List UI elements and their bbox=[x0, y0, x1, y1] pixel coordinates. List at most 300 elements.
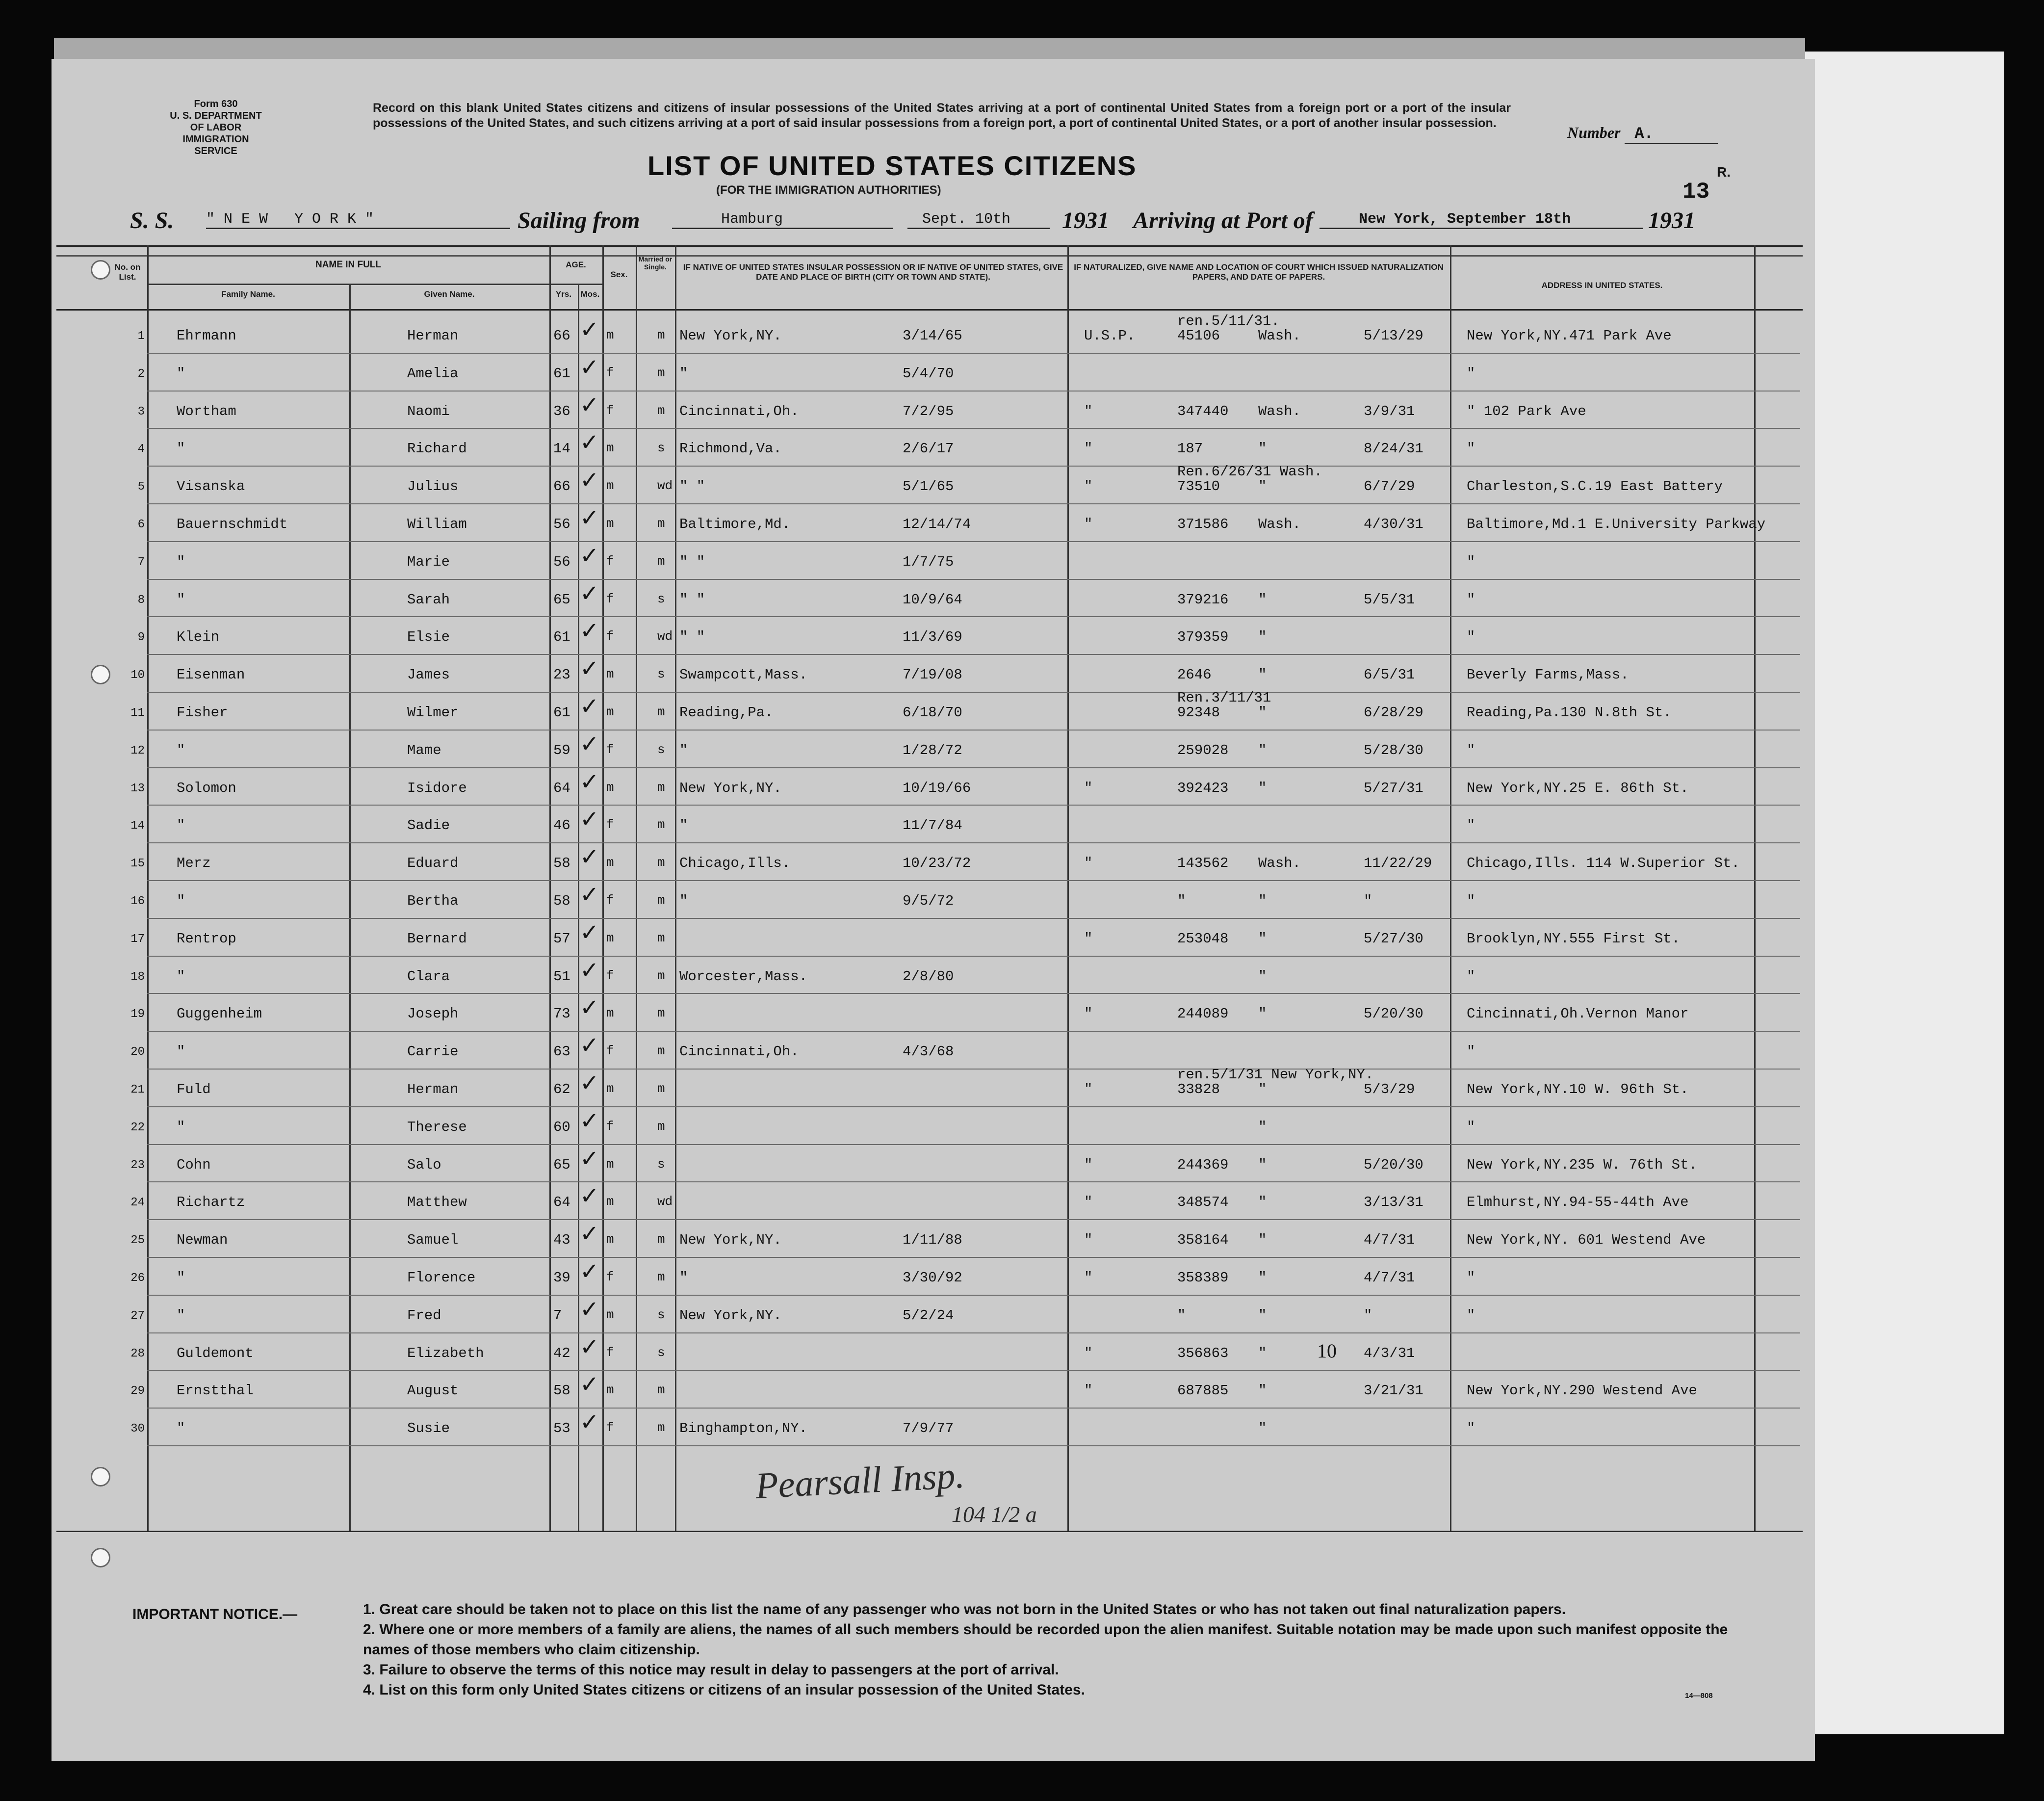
table-cell-naturalization-date: 3/21/31 bbox=[1364, 1383, 1423, 1399]
table-cell-naturalization-date: 5/5/31 bbox=[1364, 591, 1415, 608]
table-cell-naturalization-date: 3/9/31 bbox=[1364, 403, 1415, 419]
table-cell-birth-date: 9/5/72 bbox=[903, 893, 954, 909]
ship-name: " N E W Y O R K " bbox=[206, 211, 510, 229]
table-cell-sex: f bbox=[606, 365, 614, 380]
table-cell-age-years: 57 bbox=[553, 930, 570, 947]
table-cell-naturalization-date: 6/7/29 bbox=[1364, 478, 1415, 495]
table-cell-naturalization-number: 244089 bbox=[1177, 1006, 1229, 1022]
table-cell-given-name: Eduard bbox=[407, 855, 459, 872]
row-rule bbox=[147, 579, 1800, 580]
table-cell-marital-status: m bbox=[657, 817, 665, 833]
ss-label: S. S. bbox=[130, 208, 174, 234]
table-cell-age-years: 60 bbox=[553, 1119, 570, 1135]
table-cell-age-years: 73 bbox=[553, 1006, 570, 1022]
sailing-date: Sept. 10th bbox=[907, 211, 1050, 229]
row-rule bbox=[147, 466, 1800, 467]
table-cell-naturalization-prefix: " bbox=[1084, 1232, 1093, 1249]
table-cell-family-name: " bbox=[177, 817, 185, 834]
table-cell-marital-status: s bbox=[657, 1156, 665, 1172]
row-rule bbox=[147, 767, 1800, 768]
table-cell-family-name: Rentrop bbox=[177, 930, 236, 947]
table-cell-sex: f bbox=[606, 968, 614, 983]
table-cell-naturalization-prefix: " bbox=[1084, 1345, 1093, 1361]
row-rule bbox=[147, 1144, 1800, 1145]
table-cell-birth-date: 5/2/24 bbox=[903, 1307, 954, 1324]
table-cell-naturalization-prefix: " bbox=[1084, 1194, 1093, 1211]
table-cell-naturalization-number: 358389 bbox=[1177, 1270, 1229, 1286]
table-cell-naturalization-number: 259028 bbox=[1177, 742, 1229, 758]
checkmark-icon: ✓ bbox=[581, 1107, 597, 1137]
table-cell-address: Brooklyn,NY.555 First St. bbox=[1467, 930, 1681, 947]
table-cell-naturalization-court: Wash. bbox=[1258, 403, 1301, 419]
table-cell-naturalization-note: Ren.6/26/31 Wash. bbox=[1177, 464, 1322, 480]
table-cell-sex: f bbox=[606, 742, 614, 757]
table-cell-sex: m bbox=[606, 1156, 614, 1172]
row-rule bbox=[147, 1031, 1800, 1032]
table-cell-naturalization-court: " bbox=[1258, 1307, 1267, 1324]
row-rule bbox=[147, 353, 1800, 354]
table-cell-row-number: 26 bbox=[130, 1272, 145, 1285]
col-divider bbox=[147, 245, 149, 1531]
table-cell-sex: f bbox=[606, 591, 614, 606]
table-cell-naturalization-number: 244369 bbox=[1177, 1156, 1229, 1173]
table-cell-birth-date: 6/18/70 bbox=[903, 705, 962, 721]
table-cell-given-name: Marie bbox=[407, 553, 450, 570]
table-cell-row-number: 7 bbox=[137, 555, 145, 569]
row-rule bbox=[147, 1181, 1800, 1182]
table-cell-given-name: Therese bbox=[407, 1119, 467, 1135]
row-rule bbox=[147, 730, 1800, 731]
table-cell-naturalization-court: " bbox=[1258, 1345, 1267, 1361]
row-rule bbox=[147, 541, 1800, 542]
table-cell-naturalization-number: 143562 bbox=[1177, 855, 1229, 872]
table-cell-given-name: Richard bbox=[407, 441, 467, 457]
table-cell-row-number: 27 bbox=[130, 1309, 145, 1323]
table-cell-address: " bbox=[1467, 365, 1475, 382]
table-cell-age-years: 51 bbox=[553, 968, 570, 985]
table-cell-naturalization-court: " bbox=[1258, 1006, 1267, 1022]
table-cell-age-years: 23 bbox=[553, 667, 570, 683]
page-subtitle: (FOR THE IMMIGRATION AUTHORITIES) bbox=[716, 183, 941, 197]
table-cell-naturalization-date: " bbox=[1364, 893, 1372, 909]
checkmark-icon: ✓ bbox=[581, 1371, 597, 1401]
table-cell-row-number: 14 bbox=[130, 819, 145, 833]
checkmark-icon: ✓ bbox=[581, 918, 597, 949]
table-cell-marital-status: wd bbox=[657, 1194, 673, 1209]
table-cell-marital-status: m bbox=[657, 1270, 665, 1284]
checkmark-icon: ✓ bbox=[581, 391, 597, 421]
table-top-border bbox=[56, 245, 1803, 247]
col-header-native: IF NATIVE OF UNITED STATES INSULAR POSSESSION OR IF NATIVE OF UNITED STATES, GIVE DATE AND PLACE OF BIRTH (CITY OR TOWN AND STATE). bbox=[683, 262, 1063, 282]
col-divider bbox=[636, 245, 637, 1531]
table-cell-naturalization-prefix: " bbox=[1084, 403, 1093, 419]
table-cell-naturalization-date: 5/27/30 bbox=[1364, 930, 1423, 947]
row-rule bbox=[147, 805, 1800, 806]
table-cell-age-years: 62 bbox=[553, 1081, 570, 1097]
table-cell-sex: m bbox=[606, 441, 614, 456]
table-cell-naturalization-court: " bbox=[1258, 742, 1267, 758]
table-cell-sex: m bbox=[606, 478, 614, 494]
table-cell-given-name: Sadie bbox=[407, 817, 450, 834]
table-cell-marital-status: m bbox=[657, 1119, 665, 1134]
table-cell-given-name: Elsie bbox=[407, 629, 450, 646]
table-cell-address: Elmhurst,NY.94-55-44th Ave bbox=[1467, 1194, 1689, 1211]
row-rule bbox=[147, 1295, 1800, 1296]
table-cell-address: Reading,Pa.130 N.8th St. bbox=[1467, 705, 1672, 721]
table-cell-given-name: Sarah bbox=[407, 591, 450, 608]
table-cell-given-name: Amelia bbox=[407, 365, 459, 382]
table-cell-given-name: Samuel bbox=[407, 1232, 459, 1249]
table-cell-given-name: Elizabeth bbox=[407, 1345, 484, 1361]
table-cell-naturalization-date: 5/27/31 bbox=[1364, 780, 1423, 796]
table-cell-family-name: " bbox=[177, 1119, 185, 1135]
table-cell-marital-status: wd bbox=[657, 629, 673, 644]
table-cell-marital-status: m bbox=[657, 780, 665, 795]
table-cell-birth-date: 5/1/65 bbox=[903, 478, 954, 495]
table-cell-birth-date: 3/30/92 bbox=[903, 1270, 962, 1286]
table-cell-naturalization-number: 371586 bbox=[1177, 516, 1229, 532]
table-cell-birth-date: 4/3/68 bbox=[903, 1044, 954, 1060]
checkmark-icon: ✓ bbox=[581, 353, 597, 384]
table-cell-naturalization-court: " bbox=[1258, 1156, 1267, 1173]
checkmark-icon: ✓ bbox=[581, 1145, 597, 1175]
table-cell-row-number: 29 bbox=[130, 1384, 145, 1398]
table-cell-naturalization-note: Ren.3/11/31 bbox=[1177, 690, 1271, 706]
row-rule bbox=[147, 391, 1800, 392]
table-cell-birthplace: " " bbox=[679, 478, 705, 495]
table-cell-marital-status: m bbox=[657, 855, 665, 870]
checkmark-icon: ✓ bbox=[581, 881, 597, 911]
table-cell-sex: m bbox=[606, 1194, 614, 1209]
table-cell-naturalization-prefix: " bbox=[1084, 780, 1093, 796]
table-cell-naturalization-court: " bbox=[1258, 1081, 1267, 1097]
col-header-sex: Sex. bbox=[610, 270, 628, 279]
table-cell-sex: f bbox=[606, 1119, 614, 1134]
row-rule bbox=[147, 1408, 1800, 1409]
table-cell-age-years: 58 bbox=[553, 893, 570, 909]
table-cell-birthplace: Swampcott,Mass. bbox=[679, 667, 808, 683]
table-cell-naturalization-date: 8/24/31 bbox=[1364, 441, 1423, 457]
table-cell-marital-status: s bbox=[657, 742, 665, 757]
table-cell-marital-status: m bbox=[657, 553, 665, 569]
table-cell-row-number: 21 bbox=[130, 1083, 145, 1096]
table-cell-marital-status: m bbox=[657, 705, 665, 719]
table-cell-address: " bbox=[1467, 742, 1475, 758]
table-cell-address: " bbox=[1467, 1119, 1475, 1135]
table-cell-naturalization-date: 5/20/30 bbox=[1364, 1156, 1423, 1173]
table-cell-row-number: 17 bbox=[130, 932, 145, 946]
table-cell-age-years: 64 bbox=[553, 780, 570, 796]
table-cell-family-name: Guggenheim bbox=[177, 1006, 262, 1022]
table-cell-age-years: 42 bbox=[553, 1345, 570, 1361]
col-header-given: Given Name. bbox=[424, 289, 475, 299]
row-rule bbox=[147, 842, 1800, 843]
row-rule bbox=[147, 956, 1800, 957]
table-cell-row-number: 20 bbox=[130, 1045, 145, 1059]
col-divider bbox=[675, 245, 676, 1531]
table-cell-naturalization-number: 2646 bbox=[1177, 667, 1212, 683]
table-cell-age-years: 61 bbox=[553, 705, 570, 721]
table-cell-naturalization-prefix: " bbox=[1084, 478, 1093, 495]
table-cell-marital-status: s bbox=[657, 1307, 665, 1322]
table-cell-row-number: 23 bbox=[130, 1158, 145, 1172]
table-cell-address: Cincinnati,Oh.Vernon Manor bbox=[1467, 1006, 1689, 1022]
table-cell-naturalization-number: 348574 bbox=[1177, 1194, 1229, 1211]
table-cell-address: New York,NY.10 W. 96th St. bbox=[1467, 1081, 1689, 1097]
table-cell-address: New York,NY.235 W. 76th St. bbox=[1467, 1156, 1697, 1173]
table-cell-family-name: Klein bbox=[177, 629, 220, 646]
table-cell-naturalization-court: " bbox=[1258, 968, 1267, 985]
table-cell-sex: f bbox=[606, 629, 614, 644]
table-cell-given-name: William bbox=[407, 516, 467, 532]
table-cell-row-number: 25 bbox=[130, 1234, 145, 1248]
table-cell-birthplace: New York,NY. bbox=[679, 780, 782, 796]
table-cell-given-name: Isidore bbox=[407, 780, 467, 796]
row-rule bbox=[147, 1069, 1800, 1070]
table-cell-row-number: 12 bbox=[130, 744, 145, 757]
page-title: LIST OF UNITED STATES CITIZENS bbox=[647, 150, 1137, 181]
table-cell-address: New York,NY.25 E. 86th St. bbox=[1467, 780, 1689, 796]
checkmark-icon: ✓ bbox=[581, 1295, 597, 1326]
table-cell-family-name: Cohn bbox=[177, 1156, 211, 1173]
table-cell-sex: m bbox=[606, 705, 614, 719]
table-cell-family-name: Wortham bbox=[177, 403, 236, 419]
age-header-rule bbox=[549, 284, 603, 285]
table-cell-row-number: 30 bbox=[130, 1422, 145, 1436]
table-cell-marital-status: m bbox=[657, 516, 665, 531]
table-cell-row-number: 28 bbox=[130, 1347, 145, 1360]
table-cell-naturalization-note: ren.5/11/31. bbox=[1177, 313, 1280, 329]
table-cell-age-years: 65 bbox=[553, 1156, 570, 1173]
table-cell-birthplace: Cincinnati,Oh. bbox=[679, 403, 799, 419]
table-cell-sex: m bbox=[606, 667, 614, 682]
sailing-year: 1931 bbox=[1062, 208, 1109, 234]
table-cell-marital-status: m bbox=[657, 930, 665, 945]
table-cell-naturalization-number: 379216 bbox=[1177, 591, 1229, 608]
table-cell-age-years: 36 bbox=[553, 403, 570, 419]
table-cell-naturalization-prefix: " bbox=[1084, 855, 1093, 872]
table-cell-marital-status: m bbox=[657, 968, 665, 983]
inspector-signature: Pearsall Insp. bbox=[754, 1454, 966, 1507]
table-cell-sex: f bbox=[606, 1345, 614, 1360]
table-cell-naturalization-number: 187 bbox=[1177, 441, 1203, 457]
row-rule bbox=[147, 1219, 1800, 1220]
table-cell-given-name: Carrie bbox=[407, 1044, 459, 1060]
table-cell-address: Chicago,Ills. 114 W.Superior St. bbox=[1467, 855, 1740, 872]
table-cell-address: " 102 Park Ave bbox=[1467, 403, 1586, 419]
table-cell-sex: m bbox=[606, 516, 614, 531]
table-cell-family-name: Fisher bbox=[177, 705, 228, 721]
table-cell-marital-status: m bbox=[657, 893, 665, 908]
table-cell-row-number: 5 bbox=[137, 480, 145, 494]
table-cell-birthplace: " " bbox=[679, 591, 705, 608]
table-cell-sex: f bbox=[606, 817, 614, 833]
col-header-address: ADDRESS IN UNITED STATES. bbox=[1541, 281, 1663, 290]
row-rule bbox=[147, 692, 1800, 693]
table-cell-age-years: 65 bbox=[553, 591, 570, 608]
table-cell-sex: m bbox=[606, 930, 614, 945]
table-cell-naturalization-date: 6/5/31 bbox=[1364, 667, 1415, 683]
table-cell-address: " bbox=[1467, 1270, 1475, 1286]
table-cell-age-years: 53 bbox=[553, 1420, 570, 1437]
table-cell-naturalization-court: Wash. bbox=[1258, 516, 1301, 532]
service: IMMIGRATION SERVICE bbox=[182, 134, 249, 157]
table-cell-sex: f bbox=[606, 893, 614, 908]
table-bottom-border bbox=[56, 1531, 1803, 1532]
table-cell-row-number: 1 bbox=[137, 330, 145, 343]
table-cell-given-name: Clara bbox=[407, 968, 450, 985]
table-cell-naturalization-prefix: " bbox=[1084, 1156, 1093, 1173]
signature-subscript: 104 1/2 a bbox=[952, 1502, 1037, 1527]
checkmark-icon: ✓ bbox=[581, 693, 597, 723]
table-cell-sex: f bbox=[606, 1270, 614, 1284]
table-cell-age-years: 56 bbox=[553, 516, 570, 532]
notice-label: IMPORTANT NOTICE.— bbox=[132, 1606, 298, 1622]
col-divider bbox=[1067, 245, 1069, 1531]
row-rule bbox=[147, 654, 1800, 655]
checkmark-icon: ✓ bbox=[581, 429, 597, 459]
table-cell-address: " bbox=[1467, 629, 1475, 646]
annotation-ten: 10 bbox=[1317, 1340, 1337, 1362]
table-cell-age-years: 59 bbox=[553, 742, 570, 758]
punch-hole bbox=[91, 665, 110, 684]
table-cell-sex: m bbox=[606, 1232, 614, 1247]
checkmark-icon: ✓ bbox=[581, 1032, 597, 1062]
checkmark-icon: ✓ bbox=[581, 1220, 597, 1251]
table-cell-naturalization-date: 6/28/29 bbox=[1364, 705, 1423, 721]
table-cell-birth-date: 7/2/95 bbox=[903, 403, 954, 419]
table-cell-naturalization-prefix: " bbox=[1084, 1006, 1093, 1022]
table-cell-birthplace: New York,NY. bbox=[679, 328, 782, 344]
table-cell-naturalization-court: " bbox=[1258, 667, 1267, 683]
table-cell-given-name: Herman bbox=[407, 328, 459, 344]
table-cell-naturalization-number: " bbox=[1177, 1307, 1186, 1324]
table-cell-given-name: Florence bbox=[407, 1270, 476, 1286]
table-cell-given-name: Julius bbox=[407, 478, 459, 495]
table-cell-naturalization-court: " bbox=[1258, 591, 1267, 608]
notice-item: 1. Great care should be taken not to place on this list the name of any passenger who was not born in the United States or who has not taken out final naturalization papers. bbox=[363, 1601, 1566, 1618]
table-cell-row-number: 11 bbox=[130, 706, 145, 720]
department: U. S. DEPARTMENT OF LABOR bbox=[170, 110, 262, 133]
table-cell-age-years: 61 bbox=[553, 629, 570, 646]
table-cell-birthplace: Richmond,Va. bbox=[679, 441, 782, 457]
table-cell-age-years: 56 bbox=[553, 553, 570, 570]
table-cell-birthplace: " " bbox=[679, 553, 705, 570]
row-rule bbox=[147, 880, 1800, 881]
table-cell-birthplace: Cincinnati,Oh. bbox=[679, 1044, 799, 1060]
table-cell-naturalization-note: ren.5/1/31 New York,NY. bbox=[1177, 1067, 1374, 1083]
table-cell-naturalization-number: 379359 bbox=[1177, 629, 1229, 646]
table-cell-marital-status: m bbox=[657, 1383, 665, 1398]
table-cell-row-number: 24 bbox=[130, 1196, 145, 1210]
table-cell-naturalization-court: " bbox=[1258, 930, 1267, 947]
arrival-year: 1931 bbox=[1648, 208, 1695, 234]
table-cell-naturalization-date: 4/3/31 bbox=[1364, 1345, 1415, 1361]
table-cell-naturalization-date: 3/13/31 bbox=[1364, 1194, 1423, 1211]
table-cell-sex: f bbox=[606, 1044, 614, 1059]
table-cell-row-number: 13 bbox=[130, 782, 145, 795]
table-cell-birthplace: " bbox=[679, 1270, 688, 1286]
table-cell-birthplace: Binghampton,NY. bbox=[679, 1420, 808, 1437]
table-cell-naturalization-court: " bbox=[1258, 441, 1267, 457]
record-instructions: Record on this blank United States citizens and citizens of insular possessions of the United States arriving at a port of continental United States from a foreign port or a port of the insular possessions of the United States, and such citizens arriving at a port of said insular possessions from a foreign port, a port of continental United States, or a port of another insular possession. bbox=[373, 101, 1511, 130]
table-cell-birthplace: Baltimore,Md. bbox=[679, 516, 791, 532]
table-cell-given-name: Mame bbox=[407, 742, 441, 758]
table-cell-naturalization-court: " bbox=[1258, 1270, 1267, 1286]
table-cell-naturalization-number: 45106 bbox=[1177, 328, 1220, 344]
table-cell-naturalization-court: Wash. bbox=[1258, 328, 1301, 344]
row-rule bbox=[147, 1370, 1800, 1371]
row-rule bbox=[147, 616, 1800, 617]
col-divider bbox=[549, 245, 551, 1531]
table-cell-naturalization-date: 4/30/31 bbox=[1364, 516, 1423, 532]
notice-item: 2. Where one or more members of a family are aliens, the names of all such members should be recorded upon the alien manifest. Suitable notation may be made upon such manifest opposite the names of those members who claim citizenship. bbox=[363, 1621, 1728, 1658]
manifest-sheet bbox=[52, 59, 1815, 1761]
table-cell-given-name: Naomi bbox=[407, 403, 450, 419]
table-cell-sex: m bbox=[606, 855, 614, 870]
notice-list bbox=[132, 1599, 1776, 1700]
table-cell-given-name: August bbox=[407, 1383, 459, 1399]
number-label: Number bbox=[1567, 124, 1621, 141]
checkmark-icon: ✓ bbox=[581, 806, 597, 836]
table-cell-naturalization-number: 253048 bbox=[1177, 930, 1229, 947]
form-number: Form 630 bbox=[194, 99, 238, 109]
table-cell-naturalization-number: 347440 bbox=[1177, 403, 1229, 419]
checkmark-icon: ✓ bbox=[581, 1409, 597, 1439]
table-cell-row-number: 16 bbox=[130, 895, 145, 908]
r-label: R. bbox=[1717, 164, 1731, 180]
checkmark-icon: ✓ bbox=[581, 730, 597, 760]
table-cell-sex: f bbox=[606, 1420, 614, 1436]
table-cell-family-name: Guldemont bbox=[177, 1345, 254, 1361]
table-cell-given-name: Bertha bbox=[407, 893, 459, 909]
table-cell-family-name: " bbox=[177, 441, 185, 457]
table-cell-birth-date: 12/14/74 bbox=[903, 516, 971, 532]
table-cell-row-number: 6 bbox=[137, 518, 145, 531]
checkmark-icon: ✓ bbox=[581, 542, 597, 572]
col-header-mos: Mos. bbox=[580, 289, 600, 299]
table-cell-marital-status: m bbox=[657, 403, 665, 418]
table-cell-family-name: " bbox=[177, 1044, 185, 1060]
table-cell-row-number: 19 bbox=[130, 1008, 145, 1021]
table-cell-family-name: " bbox=[177, 553, 185, 570]
table-cell-birth-date: 2/8/80 bbox=[903, 968, 954, 985]
table-cell-age-years: 66 bbox=[553, 328, 570, 344]
table-cell-given-name: Joseph bbox=[407, 1006, 459, 1022]
table-cell-marital-status: m bbox=[657, 1420, 665, 1436]
checkmark-icon: ✓ bbox=[581, 316, 597, 346]
table-cell-family-name: Solomon bbox=[177, 780, 236, 796]
row-rule bbox=[147, 503, 1800, 504]
table-cell-naturalization-prefix: " bbox=[1084, 930, 1093, 947]
table-cell-age-years: 39 bbox=[553, 1270, 570, 1286]
table-cell-address: " bbox=[1467, 591, 1475, 608]
checkmark-icon: ✓ bbox=[581, 843, 597, 874]
table-cell-address: " bbox=[1467, 1420, 1475, 1437]
table-cell-address: Beverly Farms,Mass. bbox=[1467, 667, 1629, 683]
sailing-port: Hamburg bbox=[672, 211, 893, 229]
table-cell-birthplace: Chicago,Ills. bbox=[679, 855, 791, 872]
table-cell-family-name: " bbox=[177, 893, 185, 909]
table-cell-given-name: Bernard bbox=[407, 930, 467, 947]
table-cell-naturalization-court: " bbox=[1258, 1194, 1267, 1211]
col-header-no: No. on List. bbox=[114, 262, 141, 282]
form-header-left bbox=[162, 98, 270, 157]
table-cell-naturalization-court: Wash. bbox=[1258, 855, 1301, 872]
table-cell-family-name: " bbox=[177, 968, 185, 985]
name-header-rule bbox=[147, 284, 549, 285]
table-cell-age-years: 66 bbox=[553, 478, 570, 495]
